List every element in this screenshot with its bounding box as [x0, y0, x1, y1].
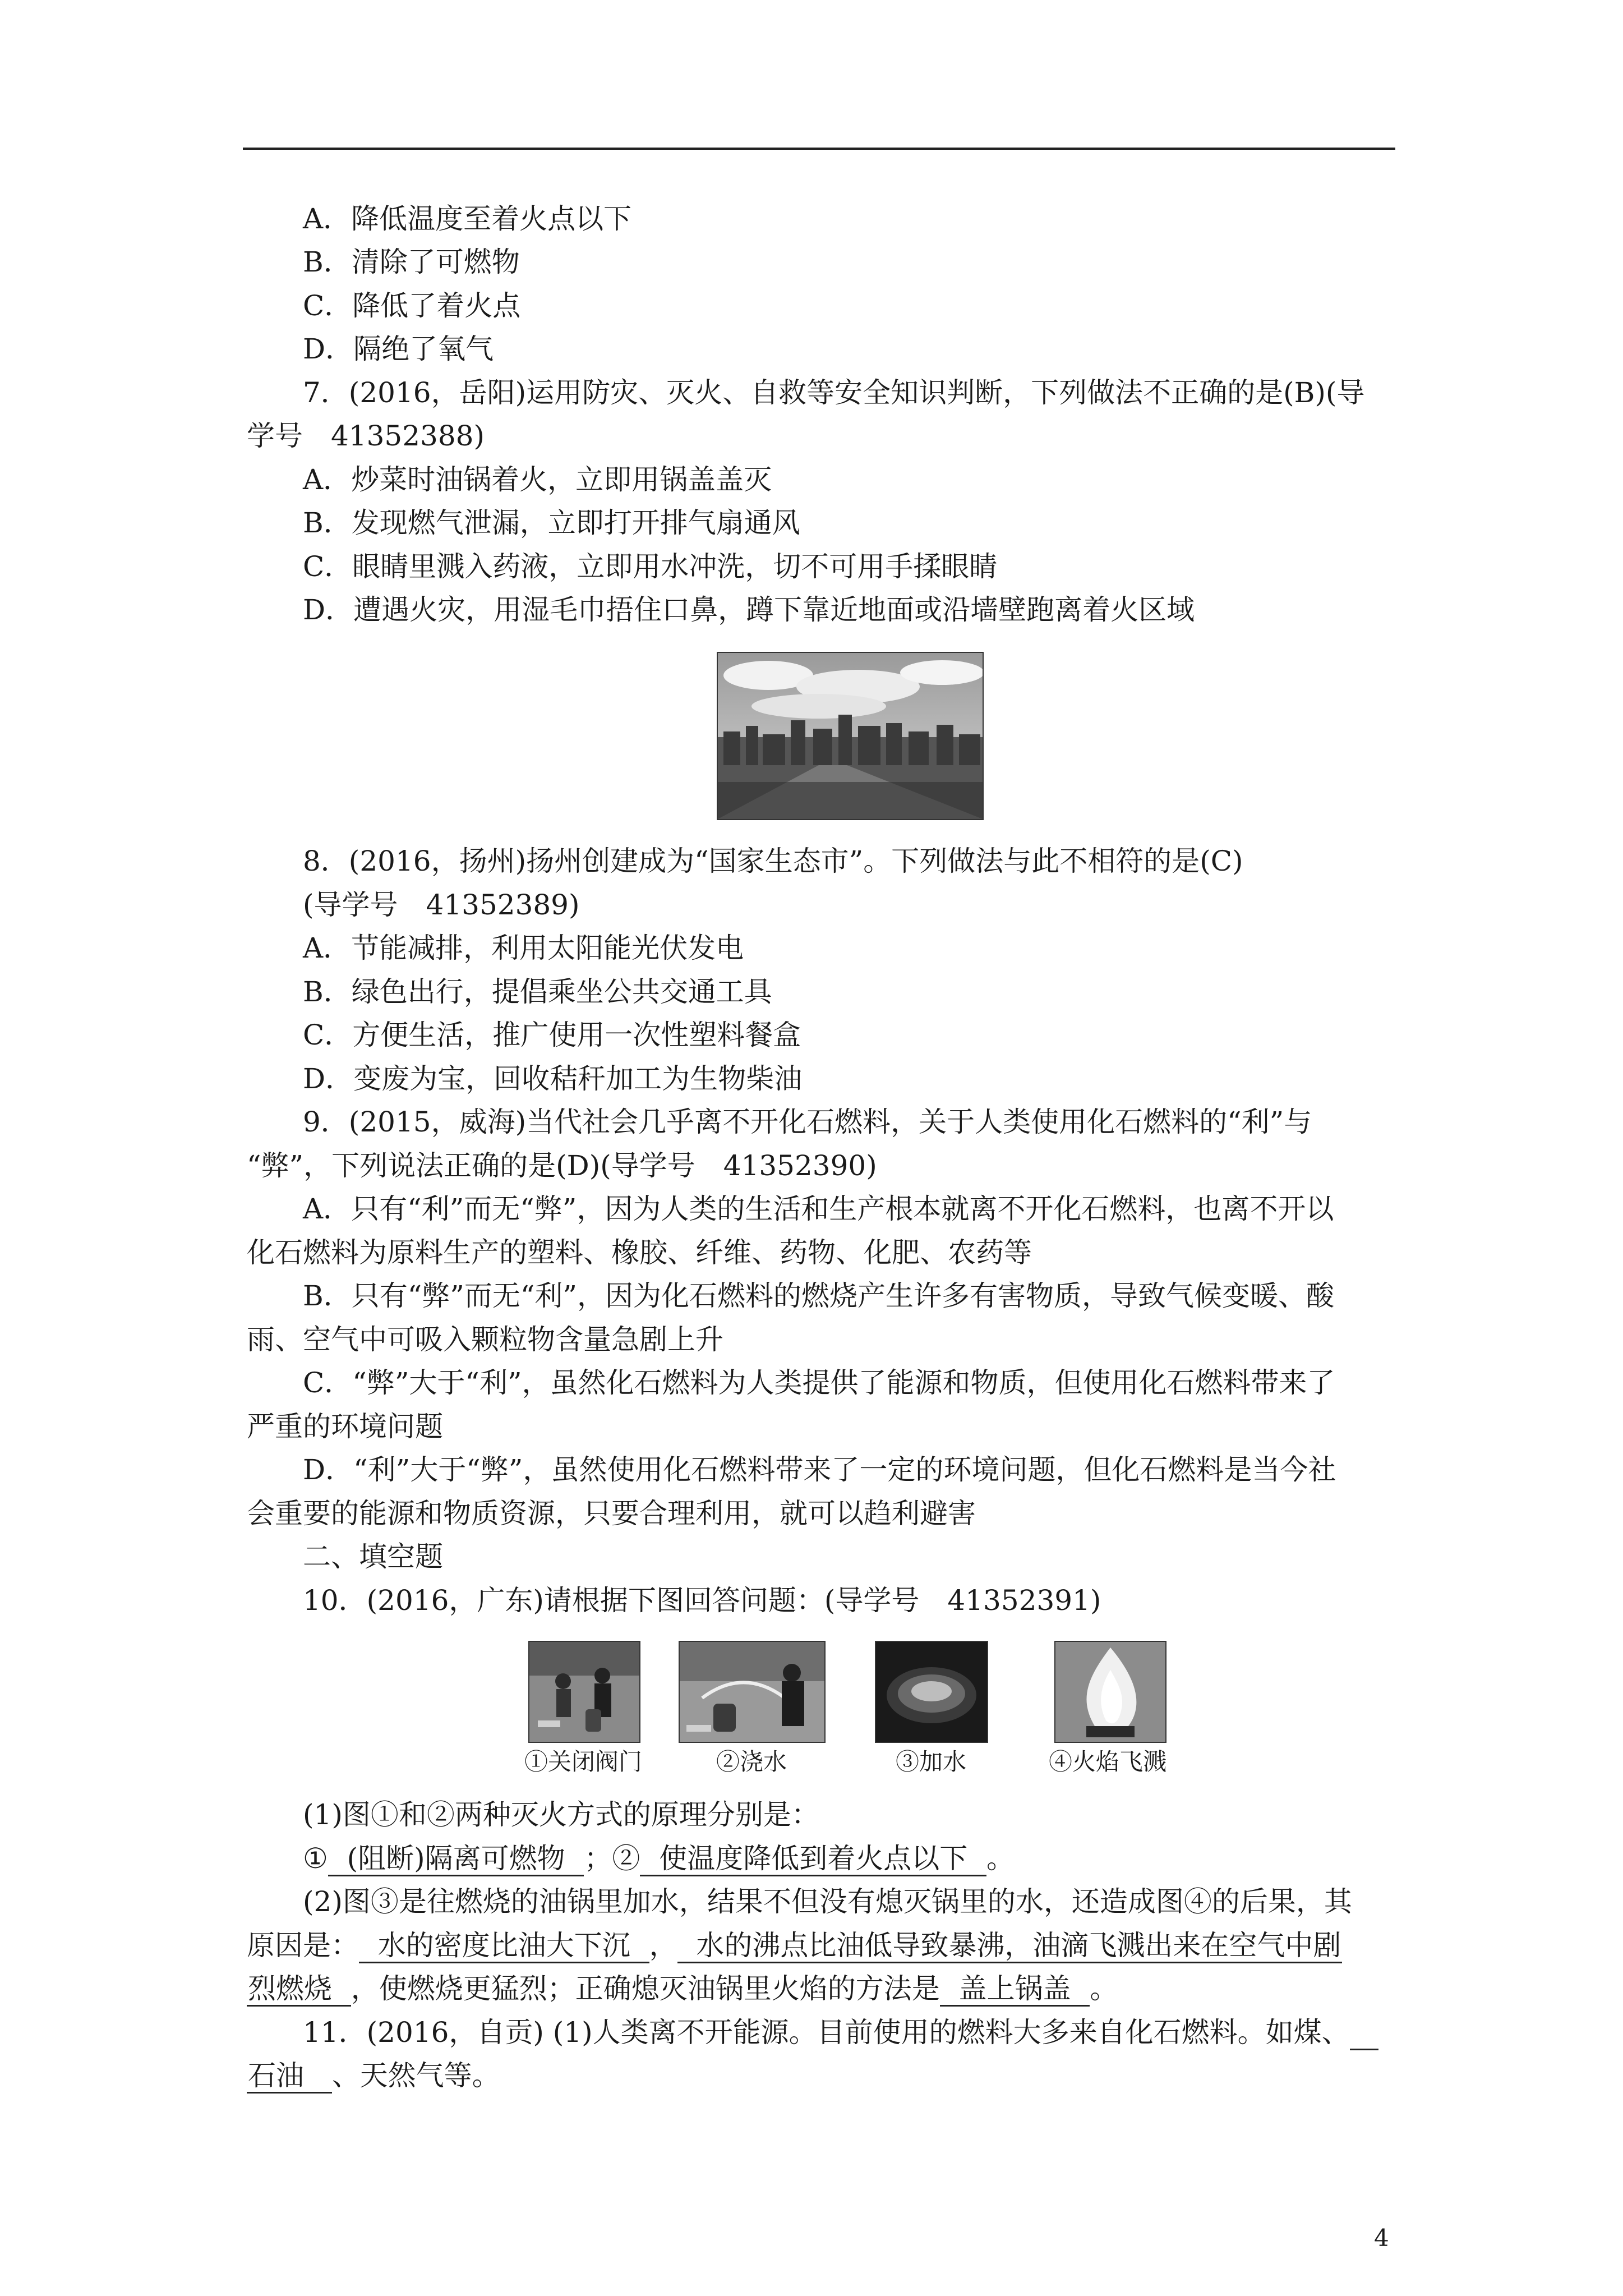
answer-separator: ；② [584, 1842, 640, 1875]
answer-end: 。 [986, 1842, 1015, 1875]
q10-part2-answer-line2: 烈燃烧 ，使燃烧更猛烈；正确熄灭油锅里火焰的方法是 盖上锅盖 。 [247, 1969, 1118, 2008]
q9-option-d-cont: 会重要的能源和物质资源，只要合理利用，就可以趋利避害 [247, 1497, 976, 1530]
q11-stem: 11．(2016，自贡) (1)人类离不开能源。目前使用的燃料大多来自化石燃料。如煤、 [303, 2013, 1378, 2052]
q11-stem-cont: 石油 、天然气等。 [247, 2056, 500, 2095]
q9-option-c: C．“弊”大于“利”，虽然化石燃料为人类提供了能源和物质，但使用化石燃料带来了 [303, 1366, 1335, 1399]
q8-option-d: D．变废为宝，回收秸秆加工为生物柴油 [303, 1062, 803, 1095]
figure-3-pan-photo [875, 1641, 988, 1743]
q9-option-a-cont: 化石燃料为原料生产的塑料、橡胶、纤维、药物、化肥、农药等 [247, 1236, 1032, 1269]
q8-stem-cont: (导学号 41352389) [303, 889, 580, 921]
answer-blank-oil-start [1350, 2016, 1379, 2050]
q9-option-c-cont: 严重的环境问题 [247, 1410, 443, 1443]
q7-stem-cont: 学号 41352388) [247, 420, 485, 452]
q7-option-c: C．眼睛里溅入药液，立即用水冲洗，切不可用手揉眼睛 [303, 550, 998, 583]
q10-part2-answer-line1: 原因是： 水的密度比油大下沉 ， 水的沸点比油低导致暴沸，油滴飞溅出来在空气中剧 [247, 1926, 1342, 1965]
q9-stem: 9．(2015，威海)当代社会几乎离不开化石燃料，关于人类使用化石燃料的“利”与 [303, 1106, 1312, 1138]
city-skyline-photo [717, 652, 984, 820]
answer-marker-1: ① [303, 1842, 328, 1875]
q10-part1-answer-line [303, 1839, 1015, 1878]
q8-option-c: C．方便生活，推广使用一次性塑料餐盒 [303, 1019, 801, 1051]
answer-blank-boiling-cont: 烈燃烧 [247, 1972, 351, 2007]
q7-option-d: D．遭遇火灾，用湿毛巾捂住口鼻，蹲下靠近地面或沿墙壁跑离着火区域 [303, 593, 1195, 626]
figure-1-valve-photo [528, 1641, 640, 1743]
header-rule [243, 148, 1395, 150]
answer-blank-oil: 石油 [247, 2059, 332, 2093]
q10-part1-prompt: (1)图①和②两种灭火方式的原理分别是： [303, 1798, 819, 1831]
q9-option-b-cont: 雨、空气中可吸入颗粒物含量急剧上升 [247, 1323, 723, 1356]
figure-4-flame-photo [1054, 1641, 1166, 1743]
answer-blank-boiling: 水的沸点比油低导致暴沸，油滴飞溅出来在空气中剧 [677, 1929, 1343, 1963]
q8-option-a: A．节能减排，利用太阳能光伏发电 [303, 932, 744, 964]
q6-option-a: A．降低温度至着火点以下 [303, 203, 632, 235]
q6-option-b: B．清除了可燃物 [303, 246, 520, 278]
q10-stem: 10．(2016，广东)请根据下图回答问题：(导学号 41352391) [303, 1584, 1101, 1617]
answer-blank-density: 水的密度比油大下沉 [359, 1929, 649, 1963]
q8-stem: 8．(2016，扬州)扬州创建成为“国家生态市”。下列做法与此不相符的是(C) [303, 845, 1243, 877]
q9-stem-cont: “弊”，下列说法正确的是(D)(导学号 41352390) [247, 1149, 877, 1182]
answer-blank-isolate-fuel: (阻断)隔离可燃物 [328, 1842, 584, 1876]
q6-option-c: C．降低了着火点 [303, 289, 521, 322]
figure-2-water-photo [679, 1641, 826, 1743]
caption-3: ③加水 [895, 1748, 966, 1775]
q8-option-b: B．绿色出行，提倡乘坐公共交通工具 [303, 976, 772, 1008]
section-heading: 二、填空题 [303, 1540, 443, 1573]
q7-option-a: A．炒菜时油锅着火，立即用锅盖盖灭 [303, 463, 772, 496]
q7-stem: 7．(2016，岳阳)运用防灾、灭火、自救等安全知识判断，下列做法不正确的是(B)(导 [303, 376, 1365, 409]
q9-option-a: A．只有“利”而无“弊”，因为人类的生活和生产根本就离不开化石燃料，也离不开以 [303, 1193, 1334, 1225]
q9-option-b: B．只有“弊”而无“利”，因为化石燃料的燃烧产生许多有害物质，导致气候变暖、酸 [303, 1280, 1334, 1312]
q7-option-b: B．发现燃气泄漏，立即打开排气扇通风 [303, 507, 800, 539]
answer-blank-lower-temperature: 使温度降低到着火点以下 [640, 1842, 986, 1876]
q6-option-d: D．隔绝了氧气 [303, 333, 494, 365]
page-number: 4 [1374, 2224, 1389, 2252]
q10-part2-prompt: (2)图③是往燃烧的油锅里加水，结果不但没有熄灭锅里的水，还造成图④的后果，其 [303, 1885, 1352, 1918]
caption-1: ①关闭阀门 [524, 1748, 642, 1775]
caption-4: ④火焰飞溅 [1048, 1748, 1166, 1775]
answer-blank-cover-lid: 盖上锅盖 [940, 1972, 1090, 2007]
q9-option-d: D．“利”大于“弊”，虽然使用化石燃料带来了一定的环境问题，但化石燃料是当今社 [303, 1453, 1336, 1486]
caption-2: ②浇水 [716, 1748, 787, 1775]
